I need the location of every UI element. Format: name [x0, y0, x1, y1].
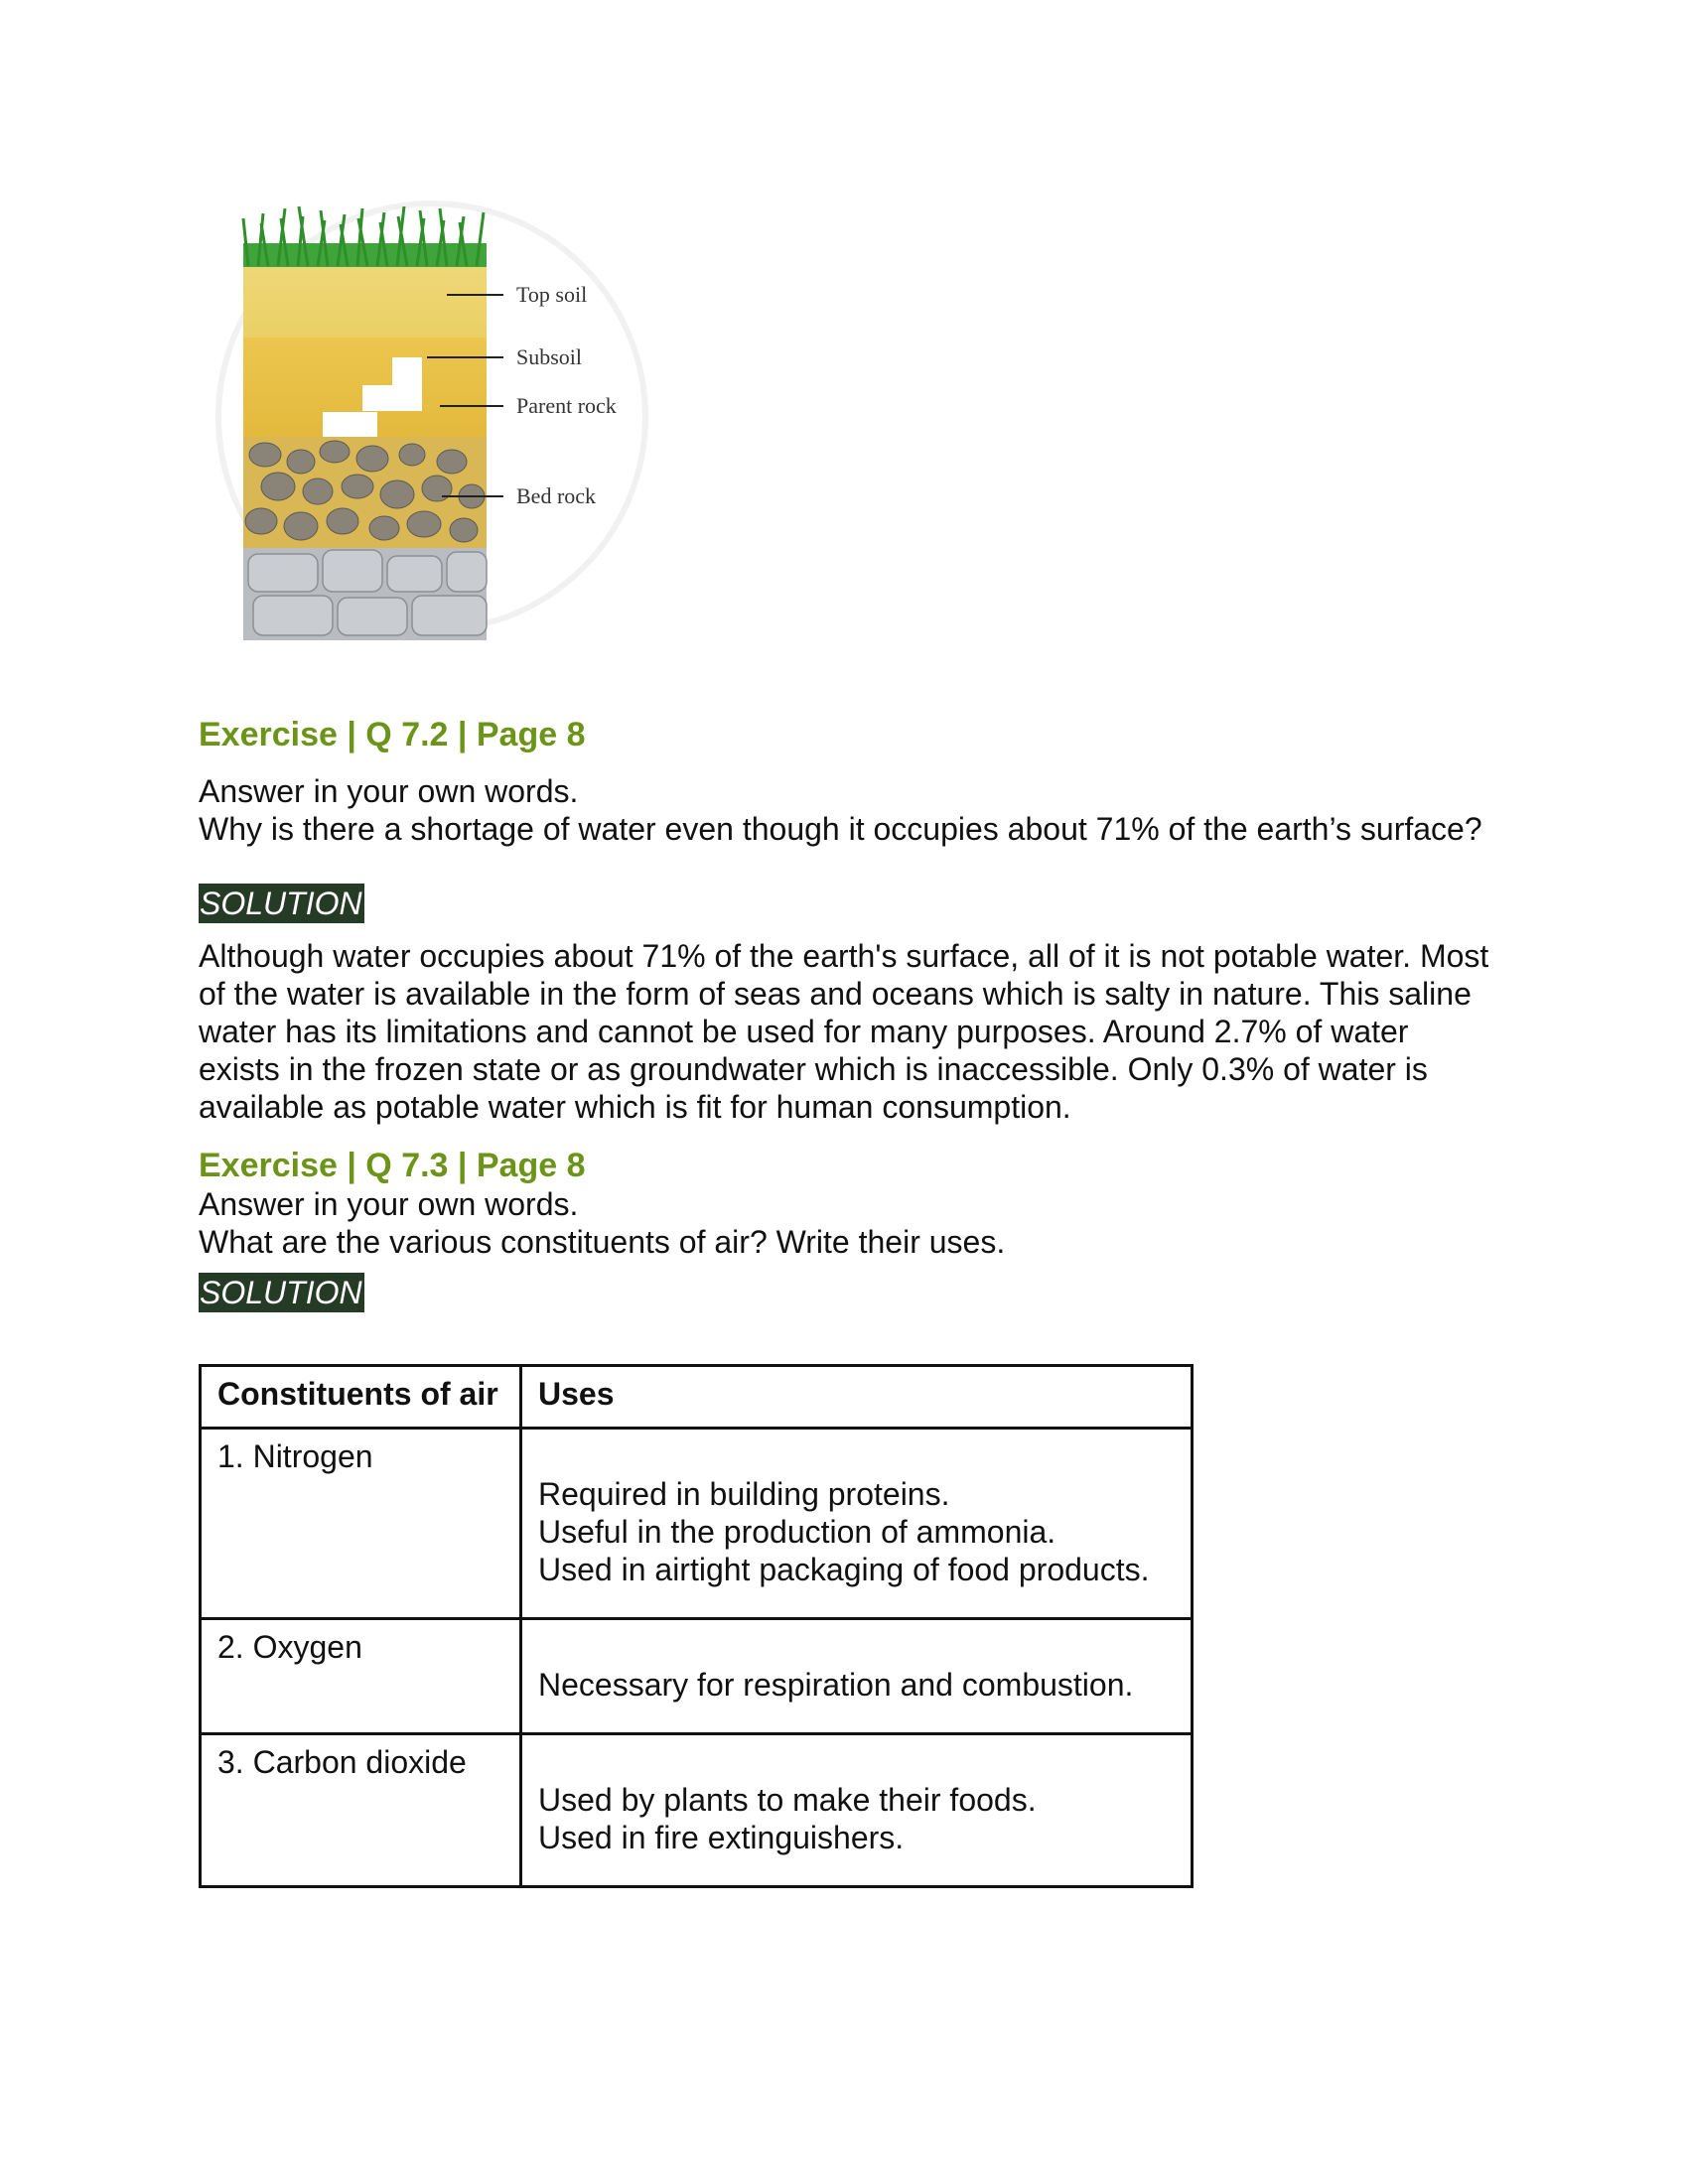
header-uses: Uses: [521, 1366, 1193, 1429]
soil-profile-figure: [204, 189, 700, 655]
header-constituents: Constituents of air: [201, 1366, 521, 1429]
uses-cell: [521, 1734, 1193, 1887]
constituent-cell: 2. Oxygen: [201, 1619, 521, 1734]
label-subsoil: Subsoil: [516, 344, 583, 369]
use-line: Used in airtight packaging of food products.: [538, 1552, 1150, 1587]
constituent-cell: 3. Carbon dioxide: [201, 1734, 521, 1887]
use-line: Necessary for respiration and combustion.: [538, 1667, 1134, 1703]
label-bed-rock: Bed rock: [516, 483, 597, 508]
constituents-table: [199, 1364, 1194, 1888]
label-parent-rock: Parent rock: [516, 393, 617, 418]
label-top-soil: Top soil: [516, 282, 588, 307]
use-line: Used in fire extinguishers.: [538, 1820, 905, 1855]
q72-instruction: Answer in your own words.: [199, 773, 579, 809]
solution-label-q73: SOLUTION: [200, 1275, 362, 1310]
q72-question: Why is there a shortage of water even though it occupies about 71% of the earth’s surface?: [199, 811, 1482, 847]
uses-cell: [521, 1429, 1193, 1619]
soil-profile-illustration: [204, 189, 700, 655]
table-row: [201, 1619, 1193, 1734]
exercise-heading-q72: Exercise | Q 7.2 | Page 8: [199, 716, 586, 753]
solution-label-q72: SOLUTION: [200, 886, 362, 921]
use-line: Required in building proteins.: [538, 1476, 950, 1512]
use-line: Used by plants to make their foods.: [538, 1782, 1037, 1818]
uses-cell: [521, 1619, 1193, 1734]
constituent-cell: 1. Nitrogen: [201, 1429, 521, 1619]
table-header-row: [201, 1366, 1193, 1429]
table-row: [201, 1429, 1193, 1619]
q73-question: What are the various constituents of air? Write their uses.: [199, 1224, 1006, 1260]
exercise-heading-q73: Exercise | Q 7.3 | Page 8: [199, 1147, 586, 1184]
use-line: Useful in the production of ammonia.: [538, 1514, 1056, 1550]
table-row: [201, 1734, 1193, 1887]
q73-instruction: Answer in your own words.: [199, 1186, 579, 1222]
page-content: [199, 715, 1489, 1888]
q72-answer: Although water occupies about 71% of the earth's surface, all of it is not potable water. Most of the water is available in the form of seas and oceans which is salty in nature. This saline water has its limitations and cannot be used for many purposes. Around 2.7% of water exists in the frozen state or as groundwater which is inaccessible. Only 0.3% of water is available as potable water which is fit for human consumption.: [199, 938, 1489, 1125]
